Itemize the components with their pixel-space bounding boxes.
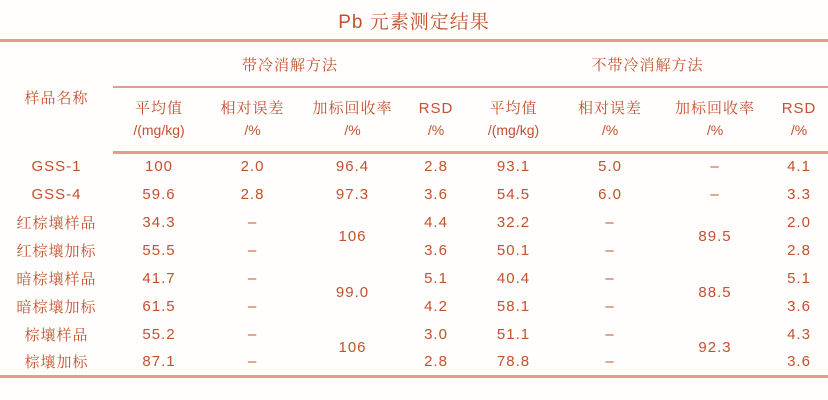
sample-name-cell: 棕壤样品 [24, 326, 89, 344]
rel-error-nocold-cell: – [605, 325, 615, 343]
rel-error-nocold-cell: – [605, 213, 615, 231]
avg-nocold-cell: 40.4 [496, 269, 531, 287]
recovery-nocold-cell: – [710, 158, 720, 176]
column-header-unit: /% [344, 121, 361, 138]
table-row [0, 180, 828, 208]
column-header-rel-error-nocold [560, 87, 660, 152]
rsd-cold-cell: 5.1 [424, 269, 448, 287]
sample-name-cell: GSS-1 [31, 157, 82, 175]
sample-name-cell: 棕壤加标 [24, 353, 89, 371]
rel-error-nocold-cell: – [605, 352, 615, 370]
column-header-unit: /% [601, 121, 619, 138]
rel-error-cold-cell: – [247, 325, 258, 343]
recovery-cold-cell: 96.4 [335, 158, 370, 176]
column-header-unit: /(mg/kg) [133, 121, 185, 138]
column-header-unit: /% [244, 121, 261, 138]
rel-error-cold-cell: 2.0 [240, 158, 265, 176]
recovery-cold-merged-cell: 106 [338, 227, 367, 245]
avg-nocold-cell: 50.1 [496, 241, 531, 259]
rel-error-nocold-cell: 5.0 [598, 158, 622, 176]
column-header-label: 平均值 [489, 100, 538, 118]
recovery-cold-merged-cell: 99.0 [335, 283, 370, 301]
group-header-row [0, 42, 828, 87]
column-group-no-cold-digestion: 不带冷消解方法 [467, 42, 828, 87]
column-header-label: RSD [418, 100, 454, 118]
rel-error-cold-cell: – [247, 269, 258, 287]
column-header-avg-nocold [467, 87, 560, 152]
column-header-avg-cold [113, 87, 205, 152]
rsd-cold-cell: 2.8 [424, 158, 448, 176]
sample-name-cell: GSS-4 [31, 185, 82, 203]
sub-header-row [0, 87, 828, 152]
avg-cold-cell: 55.5 [142, 241, 176, 259]
avg-nocold-cell: 32.2 [496, 213, 531, 231]
avg-cold-cell: 61.5 [142, 297, 176, 315]
column-header-sample: 样品名称 [24, 89, 89, 107]
column-header-rel-error-cold [205, 87, 300, 152]
sample-name-cell: 红棕壤样品 [16, 214, 97, 232]
avg-cold-cell: 87.1 [142, 352, 176, 370]
avg-cold-cell: 59.6 [142, 185, 176, 203]
column-header-label: 加标回收率 [312, 100, 393, 118]
avg-nocold-cell: 58.1 [496, 297, 531, 315]
avg-cold-cell: 34.3 [142, 213, 176, 231]
table-row [0, 320, 828, 348]
recovery-nocold-merged-cell: 92.3 [698, 338, 732, 356]
column-header-rsd-nocold [770, 87, 828, 152]
recovery-nocold-merged-cell: 89.5 [698, 227, 732, 245]
rel-error-cold-cell: – [247, 352, 258, 370]
table-row [0, 152, 828, 180]
column-group-cold-digestion: 带冷消解方法 [113, 42, 467, 87]
avg-nocold-cell: 93.1 [496, 158, 531, 176]
column-header-label: RSD [781, 100, 817, 118]
rel-error-nocold-cell: – [605, 297, 615, 315]
sample-name-cell: 暗棕壤加标 [16, 298, 97, 316]
rel-error-nocold-cell: – [605, 269, 615, 287]
sample-name-cell: 暗棕壤样品 [16, 270, 97, 288]
rel-error-nocold-cell: 6.0 [598, 185, 622, 203]
rsd-nocold-cell: 2.8 [787, 241, 811, 259]
rsd-nocold-cell: 3.3 [787, 185, 811, 203]
column-header-unit: /% [427, 121, 445, 138]
rsd-nocold-cell: 3.6 [787, 352, 811, 370]
sample-name-cell: 红棕壤加标 [16, 242, 97, 260]
rel-error-cold-cell: – [247, 213, 258, 231]
rsd-nocold-cell: 4.3 [787, 325, 811, 343]
recovery-cold-merged-cell: 106 [338, 338, 367, 356]
rel-error-nocold-cell: – [605, 241, 615, 259]
rsd-nocold-cell: 5.1 [787, 269, 811, 287]
recovery-nocold-merged-cell: 88.5 [698, 283, 732, 301]
column-header-unit: /% [790, 121, 808, 138]
rsd-nocold-cell: 3.6 [787, 297, 811, 315]
rsd-cold-cell: 4.4 [424, 213, 448, 231]
rsd-cold-cell: 3.6 [424, 185, 448, 203]
column-header-label: 加标回收率 [675, 100, 756, 118]
avg-nocold-cell: 51.1 [496, 325, 531, 343]
rel-error-cold-cell: – [247, 241, 258, 259]
table-row [0, 264, 828, 292]
avg-cold-cell: 100 [144, 158, 174, 176]
avg-nocold-cell: 54.5 [496, 185, 531, 203]
column-header-unit: /% [706, 121, 724, 138]
column-header-label: 相对误差 [220, 100, 285, 118]
column-header-label: 平均值 [134, 100, 183, 118]
column-header-label: 相对误差 [578, 100, 643, 118]
recovery-nocold-cell: – [710, 185, 720, 203]
results-table [0, 42, 828, 378]
column-header-recovery-cold [300, 87, 405, 152]
avg-cold-cell: 41.7 [142, 269, 176, 287]
rsd-nocold-cell: 2.0 [787, 213, 811, 231]
table-row [0, 208, 828, 236]
column-header-recovery-nocold [660, 87, 770, 152]
table-title: Pb 元素测定结果 [0, 0, 828, 42]
recovery-cold-cell: 97.3 [335, 185, 370, 203]
avg-nocold-cell: 78.8 [496, 352, 531, 370]
rsd-nocold-cell: 4.1 [787, 158, 811, 176]
column-header-unit: /(mg/kg) [487, 121, 540, 138]
column-header-rsd-cold [405, 87, 467, 152]
rsd-cold-cell: 3.0 [424, 325, 448, 343]
rel-error-cold-cell: 2.8 [240, 185, 265, 203]
rsd-cold-cell: 3.6 [424, 241, 448, 259]
avg-cold-cell: 55.2 [142, 325, 176, 343]
rel-error-cold-cell: – [247, 297, 258, 315]
rsd-cold-cell: 2.8 [424, 352, 448, 370]
rsd-cold-cell: 4.2 [424, 297, 448, 315]
